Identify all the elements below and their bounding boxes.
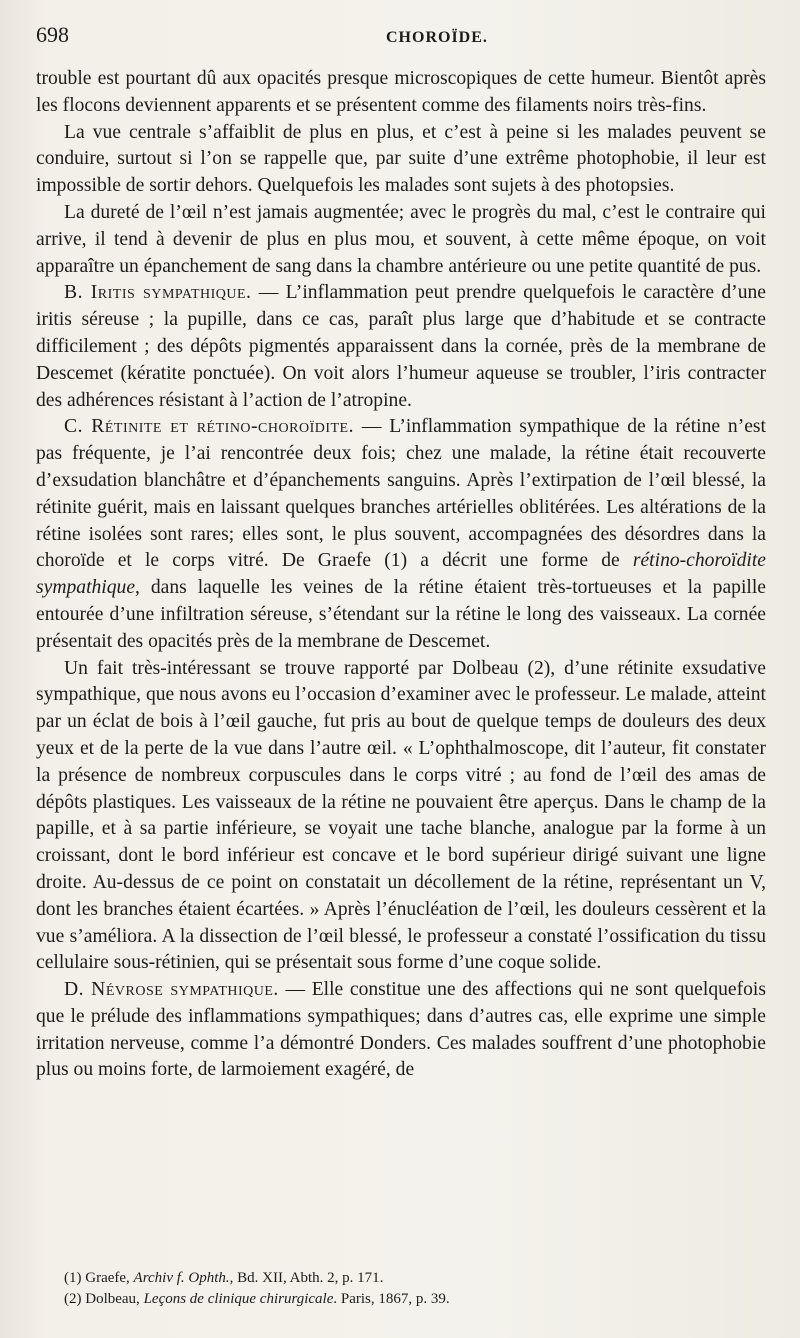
section-heading-retinite: C. Rétinite et rétino-choroïdite. xyxy=(64,416,355,438)
footnote-2: (2) Dolbeau, Leçons de clinique chirurgicale. Paris, 1867, p. 39. xyxy=(64,1291,450,1307)
body-text xyxy=(36,66,766,1084)
section-retinite: C. Rétinite et rétino-choroïdite. — L’inflammation sympathique de la rétine n’est pas fréquente, je l’ai rencontrée deux fois; chez une malade, la rétine était recouverte d’exsudation blanchâtre et d’épanchements sanguins. Après l’extirpation de l’œil blessé, la rétinite guérit, mais en laissant quelques branches artérielles oblitérées. Les altérations de la rétine isolées sont rares; elles sont, le plus souvent, accompagnées des désordres dans la choroïde et le corps vitré. De Graefe (1) a décrit une forme de rétino-choroïdite sympathique, dans laquelle les veines de la rétine étaient très-tortueuses et la papille entourée d’une infiltration séreuse, s’étendant sur la rétine le long des vaisseaux. La cornée présentait des opacités près de la membrane de Descemet. xyxy=(36,416,766,652)
page-number: 698 xyxy=(36,22,69,47)
running-head: CHOROÏDE. xyxy=(386,29,488,46)
page-header xyxy=(36,22,766,66)
section-heading-iritis: B. Iritis sympathique. xyxy=(64,282,252,304)
paragraph-dolbeau: Un fait très-intéressant se trouve rapporté par Dolbeau (2), d’une rétinite exsudative sympathique, que nous avons eu l’occasion d’examiner avec le professeur. Le malade, atteint par un éclat de bois à l’œil gauche, fut pris au bout de quelque temps de douleurs des deux yeux et de la perte de la vue dans l’autre œil. « L’ophthalmoscope, dit l’auteur, fit constater la présence de nombreux corpuscules dans le corps vitré ; au fond de l’œil des amas de dépôts plastiques. Les vaisseaux de la rétine ne pouvaient être aperçus. Dans le champ de la papille, et à sa partie inférieure, se voyait une tache blanche, analogue par la forme à un croissant, dont le bord inférieur est concave et le bord supérieur dirigé suivant une ligne droite. Au-dessus de ce point on constatait un décollement de la rétine, représentant un V, dont les branches étaient écartées. » Après l’énucléation de l’œil, les douleurs cessèrent et la vue s’améliora. A la dissection de l’œil blessé, le professeur a constaté l’ossification du tissu cellulaire sous-rétinien, qui se présentait sous forme d’une coque solide. xyxy=(36,657,766,974)
footnote-1: (1) Graefe, Archiv f. Ophth., Bd. XII, Abth. 2, p. 171. xyxy=(64,1270,384,1286)
footnotes xyxy=(36,1268,766,1310)
section-nevrose: D. Névrose sympathique. — Elle constitue une des affections qui ne sont quelquefois que le prélude des inflammations sympathiques; dans d’autres cas, elle exprime une simple irritation nerveuse, comme l’a démontré Donders. Ces malades souffrent d’une photophobie plus ou moins forte, de larmoiement exagéré, de xyxy=(36,979,767,1081)
paragraph-1: trouble est pourtant dû aux opacités presque microscopiques de cette humeur. Bientôt après les flocons deviennent apparents et se présentent comme des filaments noirs très-fins. xyxy=(36,68,766,116)
section-iritis: B. Iritis sympathique. — L’inflammation peut prendre quelquefois le caractère d’une iritis séreuse ; la pupille, dans ce cas, paraît plus large que d’habitude et se contracte difficilement ; des dépôts pigmentés apparaissent dans la cornée, près de la membrane de Descemet (kératite ponctuée). On voit alors l’humeur aqueuse se troubler, l’iris contracter des adhérences résistant à l’action de l’atropine. xyxy=(36,282,766,411)
paragraph-2: La vue centrale s’affaiblit de plus en plus, et c’est à peine si les malades peuvent se conduire, surtout si l’on se rappelle que, par suite d’une extrême photophobie, il leur est impossible de sortir dehors. Quelquefois les malades sont sujets à des photopsies. xyxy=(36,121,766,197)
paragraph-3: La dureté de l’œil n’est jamais augmentée; avec le progrès du mal, c’est le contraire qui arrive, il tend à devenir de plus en plus mou, et souvent, à cette même époque, on voit apparaître un épanchement de sang dans la chambre antérieure ou une petite quantité de pus. xyxy=(36,201,766,277)
section-heading-nevrose: D. Névrose sympathique. xyxy=(64,979,279,1001)
